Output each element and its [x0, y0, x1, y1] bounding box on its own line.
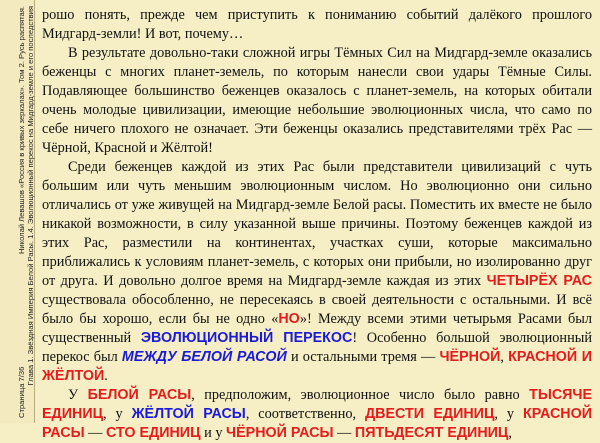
page-body — [42, 6, 592, 443]
highlight-evolutionary-skew: ЭВОЛЮЦИОННЫЙ ПЕРЕКОС — [140, 330, 353, 346]
highlight-two-hundred-units: ДВЕСТИ ЕДИНИЦ — [365, 406, 495, 422]
running-header-line-2 — [26, 6, 35, 418]
text-run: — — [88, 425, 103, 441]
highlight-fifty-units: ПЯТЬДЕСЯТ ЕДИНИЦ — [354, 425, 509, 441]
highlight-red-yellow: КРАСНОЙ И ЖЁЛТОЙ — [42, 349, 592, 384]
highlight-hundred-units: СТО ЕДИНИЦ — [106, 425, 201, 441]
highlight-thousand-units: ТЫСЯЧЕ ЕДИНИЦ — [42, 387, 593, 422]
highlight-no: НО — [278, 311, 300, 327]
sidebar — [0, 0, 35, 423]
text-run: — — [337, 425, 352, 441]
text-run: , — [500, 349, 504, 365]
text-run: и у — [204, 425, 223, 441]
text-run: . — [104, 368, 108, 384]
text-run: , соответственно, — [245, 406, 357, 422]
text-run: и остальными тремя — — [290, 349, 436, 365]
paragraph-2: В результате довольно-таки сложной игры Тёмных Сил на Мидгард-земле оказались беженцы с многих планет-земель, по которым нанесли свои удары Тёмные Силы. Подавляющее большинство беженцев оказалось с планет-земель, на которых обитали очень молодые цивилизации, имеющие небольшие эволюционных числа, что само по себе ничего плохого не означает. Эти беженцы оказались представителями трёх Рас — Чёрной, Красной и Жёлтой! — [42, 45, 592, 156]
highlight-four-races: ЧЕТЫРЁХ РАС — [486, 273, 592, 289]
highlight-yellow-race: ЖЁЛТОЙ РАСЫ — [131, 406, 246, 422]
highlight-red-race: КРАСНОЙ РАСЫ — [42, 406, 592, 441]
paragraph-3 — [42, 158, 592, 386]
highlight-black: ЧЁРНОЙ — [439, 349, 501, 365]
text-run: ! Особенно большой эволюционный перекос был — [42, 330, 592, 365]
text-run: существовала обособленно, не пересекаясь в своей деятельности с остальными. И всё было бы хорошо, если бы не одно « — [42, 292, 592, 327]
text-run: , предположим, эволюционное число было равно — [191, 387, 520, 403]
running-header — [17, 6, 36, 418]
text-run: »! Между всеми этими четырьмя Расами был существенный — [42, 311, 593, 346]
running-header-line-1 — [17, 6, 26, 418]
highlight-white-race: БЕЛОЙ РАСЫ — [87, 387, 192, 403]
highlight-between-white-race: МЕЖДУ БЕЛОЙ РАСОЙ — [121, 349, 287, 365]
text-run: , — [508, 425, 512, 441]
chapter-title: Глава 1. Звёздная Империя Белой Расы. 1.4. Эволюционный перекос на Мидгард-земле и его последствия — [26, 6, 36, 386]
paragraph-4 — [42, 386, 592, 443]
highlight-black-race: ЧЁРНОЙ РАСЫ — [226, 425, 334, 441]
paragraph-1: рошо понять, прежде чем приступить к пониманию событий далёкого прошлого Мидгард-земли! И вот, почему… — [42, 7, 592, 42]
page-number: Страница 7/36 — [17, 366, 26, 418]
text-run: , у — [494, 406, 515, 422]
book-title: Николай Левашов «Россия в кривых зеркалах». Том 2. Русь распятая. — [17, 6, 26, 255]
text-run: , у — [103, 406, 123, 422]
text-run: У — [68, 387, 79, 403]
text-run: Среди беженцев каждой из этих Рас были представители цивилизаций с чуть большим или чуть меньшим эволюционным числом. Но эволюционно они сильно отличались от уже живущей на Мидгард-земле Белой расы. Поместить их вместе не было никакой возможности, в силу указанной выше причины. Поэтому беженцев каждой из этих Рас, разместили на континентах, участках суши, которые максимально приближались к условиям планет-земель, с которых они прибыли, но изолированно друг от друга. И довольно долгое время на Мидгард-земле каждая из этих — [42, 159, 592, 289]
